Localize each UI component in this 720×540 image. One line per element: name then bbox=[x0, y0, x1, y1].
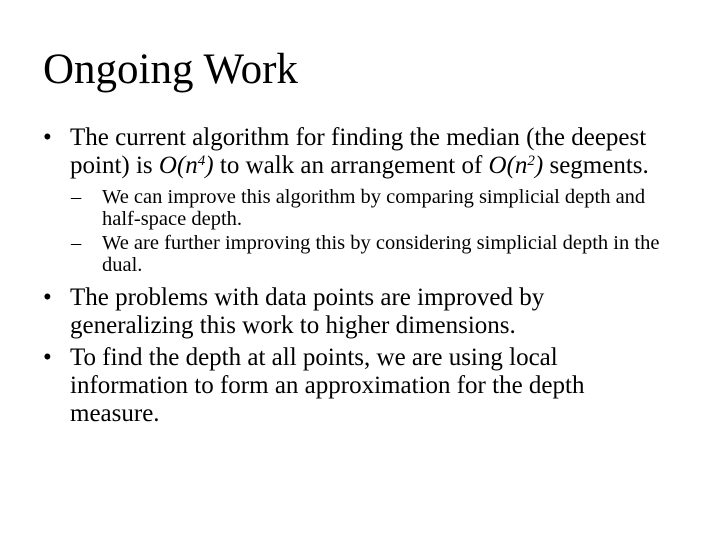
bullet-1-italic-2: $O(n^2)$ bbox=[488, 152, 544, 179]
bullet-3 bbox=[43, 344, 670, 428]
bullet-2-text: The problems with data points are improved by generalizing this work to higher dimensions. bbox=[70, 284, 545, 339]
bullet-1-text-a: The current algorithm for finding the median (the deepest point) is bbox=[70, 124, 647, 179]
sub-bullet-marker: – bbox=[71, 232, 82, 254]
bullet-marker: • bbox=[43, 344, 52, 371]
bullet-1-superscript-1: 4 bbox=[197, 152, 206, 169]
bullet-1-text-b: to walk an arrangement of bbox=[213, 152, 489, 179]
bullet-1 bbox=[43, 124, 670, 180]
sub-bullet-marker: – bbox=[71, 186, 82, 208]
sub-bullet-2-text: We are further improving this by considering simplicial depth in the dual. bbox=[102, 232, 660, 276]
sub-bullet-1 bbox=[71, 186, 662, 230]
sub-bullet-1-text: We can improve this algorithm by comparing simplicial depth and half-space depth. bbox=[102, 186, 646, 230]
bullet-2 bbox=[43, 284, 670, 340]
bullet-3-text: To find the depth at all points, we are using local information to form an approximation for the depth measure. bbox=[70, 344, 585, 427]
bullet-1-italic-1: $O(n^4)$ bbox=[158, 152, 214, 179]
slide-body bbox=[0, 124, 720, 428]
slide-title: Ongoing Work bbox=[43, 46, 298, 93]
bullet-marker: • bbox=[43, 284, 52, 311]
bullet-marker: • bbox=[43, 124, 52, 151]
bullet-1-text-c: segments. bbox=[543, 152, 649, 179]
sub-bullet-2 bbox=[71, 232, 662, 276]
bullet-1-superscript-2: 2 bbox=[527, 152, 535, 169]
